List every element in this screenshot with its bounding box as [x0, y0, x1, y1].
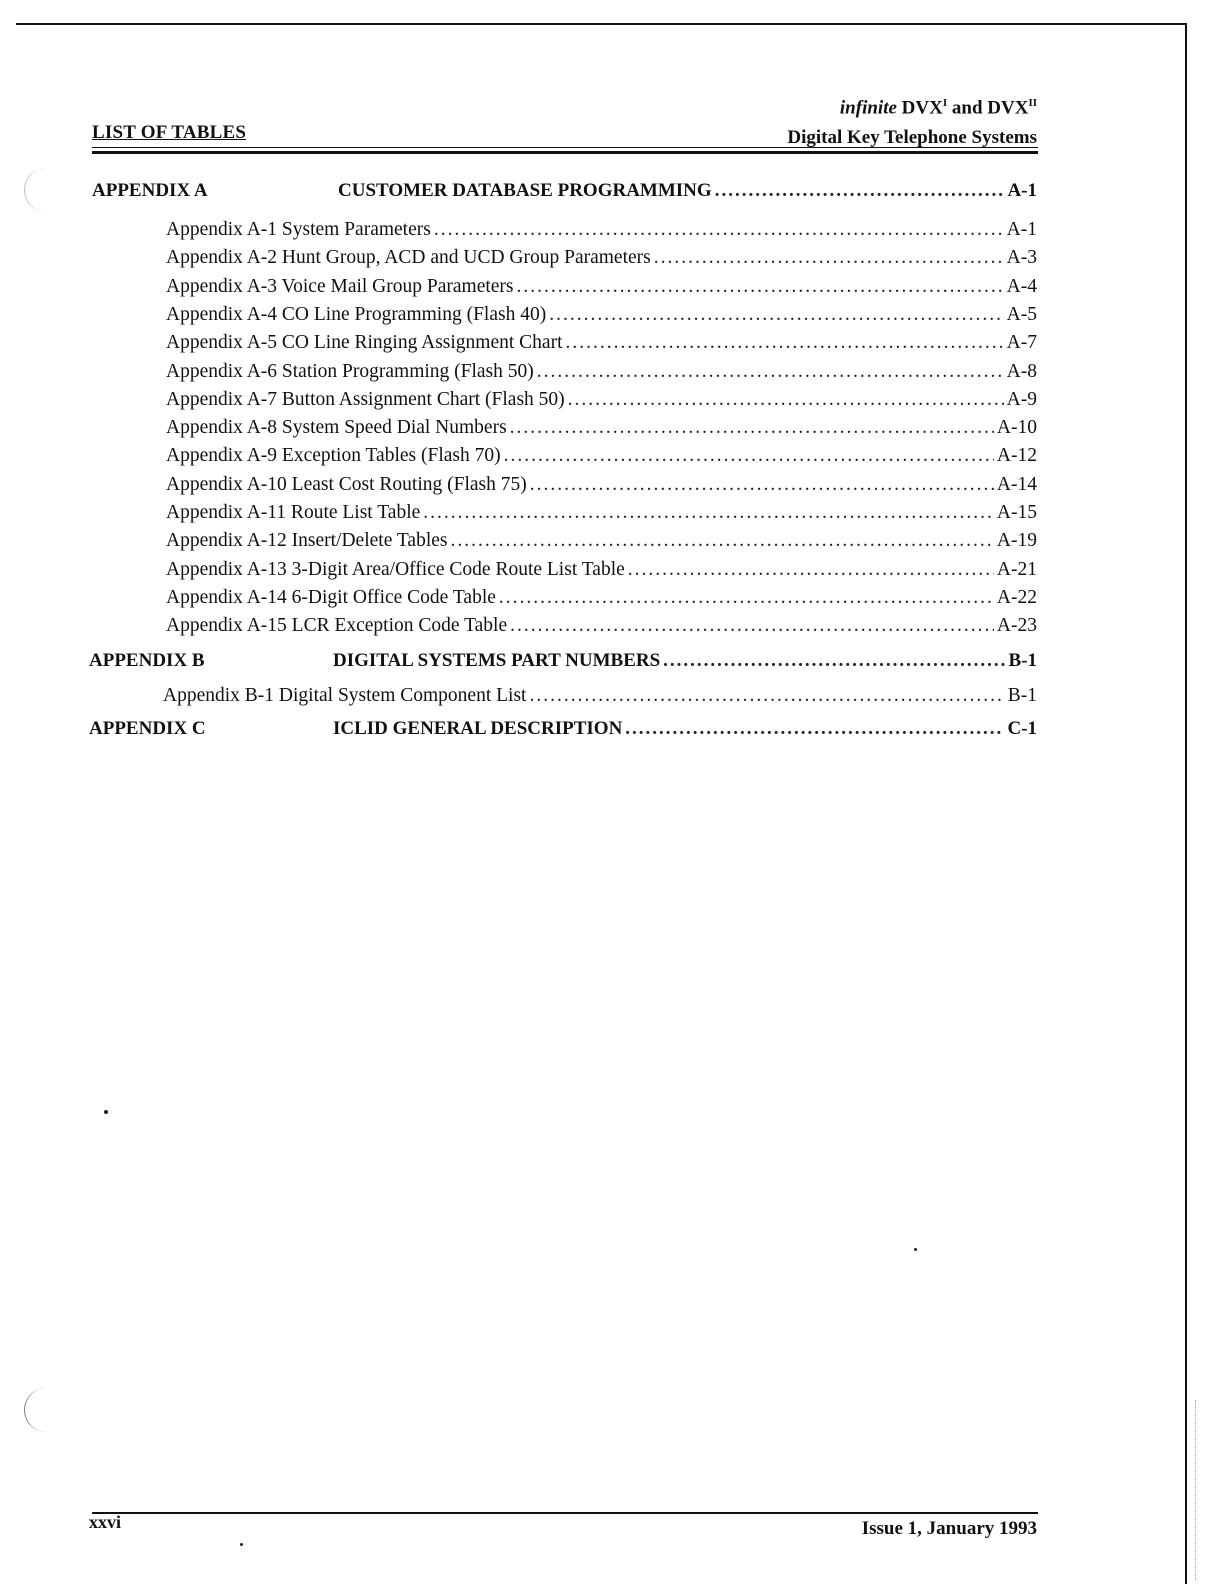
product-name: [787, 90, 1037, 121]
toc-entry[interactable]: [166, 304, 1037, 326]
toc-entry[interactable]: [166, 587, 1037, 609]
page-reference: A-10: [996, 417, 1037, 439]
dot-leader: [504, 445, 994, 467]
dot-leader: [537, 361, 1004, 383]
toc-entry[interactable]: [166, 361, 1037, 383]
dot-leader: [423, 502, 994, 524]
toc-entry-title: Appendix A-8 System Speed Dial Numbers: [166, 417, 507, 439]
page-reference: A-23: [996, 615, 1037, 637]
page-reference: A-7: [1006, 332, 1037, 354]
product-and-dvx: and DVX: [951, 97, 1029, 119]
toc-entry[interactable]: [166, 247, 1037, 269]
appendix-label: APPENDIX A: [92, 180, 208, 201]
appendix-title: DIGITAL SYSTEMS PART NUMBERS: [333, 650, 661, 671]
punch-hole-mark: [24, 1388, 47, 1432]
page-reference: A-8: [1006, 360, 1037, 382]
dot-leader: [654, 247, 1004, 269]
page-reference: A-9: [1006, 388, 1037, 410]
page-reference: A-4: [1006, 275, 1037, 297]
page-reference: A-1: [1006, 219, 1037, 240]
toc-entry[interactable]: [166, 276, 1037, 298]
toc-entry-title: Appendix A-2 Hunt Group, ACD and UCD Group Parameters: [166, 247, 651, 269]
dot-leader: [628, 559, 994, 581]
toc-entry[interactable]: [166, 389, 1037, 411]
dot-leader: [529, 685, 1004, 707]
toc-entry-title: Appendix A-10 Least Cost Routing (Flash 75): [166, 473, 527, 495]
page-reference: A-1: [1007, 180, 1037, 201]
page-reference: A-15: [996, 502, 1037, 523]
toc-entry[interactable]: [166, 530, 1037, 552]
product-subtitle: Digital Key Telephone Systems: [787, 127, 1037, 149]
header-rule-thin: [92, 147, 1038, 148]
header-rule-thick: [92, 151, 1038, 154]
dot-leader: [517, 276, 1004, 298]
scan-speck: [914, 1248, 917, 1251]
appendix-heading[interactable]: [333, 718, 1037, 740]
toc-entry-title: Appendix A-1 System Parameters: [166, 219, 431, 240]
scan-edge: [1195, 1400, 1196, 1580]
page-reference: C-1: [1007, 718, 1037, 739]
dot-leader: [451, 530, 994, 552]
toc-entry-title: Appendix A-7 Button Assignment Chart (Flash 50): [166, 388, 565, 410]
toc-entry[interactable]: [166, 559, 1037, 581]
dot-leader: [434, 219, 1004, 241]
toc-entry-title: Appendix A-3 Voice Mail Group Parameters: [166, 275, 514, 297]
page-reference: A-19: [996, 530, 1037, 552]
dot-leader: [549, 304, 1003, 326]
page-border-top: [16, 23, 1185, 25]
toc-entry-title: Appendix A-15 LCR Exception Code Table: [166, 615, 508, 637]
toc-entry-title: Appendix A-6 Station Programming (Flash 50): [166, 360, 534, 382]
scan-speck: [240, 1543, 243, 1546]
toc-entry[interactable]: [166, 502, 1037, 524]
page-number: xxvi: [89, 1512, 122, 1532]
toc-entry-title: Appendix A-14 6-Digit Office Code Table: [166, 586, 496, 608]
page-reference: A-22: [996, 586, 1037, 608]
page-reference: B-1: [1008, 650, 1037, 671]
dot-leader: [663, 650, 1005, 672]
page-reference: A-14: [996, 473, 1037, 495]
punch-hole-mark: [24, 168, 47, 212]
page-reference: A-21: [996, 558, 1037, 580]
dot-leader: [530, 474, 994, 496]
toc-entry-title: Appendix B-1 Digital System Component List: [163, 685, 527, 706]
page-reference: A-5: [1006, 303, 1037, 325]
appendix-title: ICLID GENERAL DESCRIPTION: [333, 718, 623, 739]
document-header: [787, 90, 1037, 151]
toc-entry[interactable]: [166, 474, 1037, 496]
dot-leader: [715, 180, 1005, 202]
toc-entry-title: Appendix A-4 CO Line Programming (Flash 40): [166, 303, 547, 325]
dot-leader: [510, 615, 994, 637]
page-reference: A-12: [996, 445, 1037, 467]
issue-date: Issue 1, January 1993: [861, 1518, 1037, 1539]
appendix-label: APPENDIX C: [89, 718, 206, 739]
footer-rule: [92, 1512, 1038, 1514]
toc-entry-title: Appendix A-5 CO Line Ringing Assignment Chart: [166, 332, 563, 354]
product-dvx1: DVX: [901, 97, 943, 119]
toc-entry[interactable]: [166, 445, 1037, 467]
dot-leader: [568, 389, 1004, 411]
toc-entry-title: Appendix A-12 Insert/Delete Tables: [166, 530, 448, 552]
page-border-right: [1185, 23, 1187, 1584]
page-reference: B-1: [1007, 685, 1037, 706]
toc-entry[interactable]: [166, 615, 1037, 637]
dot-leader: [510, 417, 994, 439]
toc-entry-title: Appendix A-9 Exception Tables (Flash 70): [166, 445, 501, 467]
toc-entry[interactable]: [166, 332, 1037, 354]
appendix-title: CUSTOMER DATABASE PROGRAMMING: [338, 180, 712, 201]
toc-entry[interactable]: [166, 417, 1037, 439]
appendix-label: APPENDIX B: [89, 650, 205, 671]
dot-leader: [565, 332, 1003, 354]
dot-leader: [625, 718, 1004, 740]
page-reference: A-3: [1006, 247, 1037, 269]
appendix-heading[interactable]: [338, 180, 1037, 202]
toc-entry-title: Appendix A-11 Route List Table: [166, 502, 421, 523]
dvx1-superscript: I: [942, 97, 948, 109]
dot-leader: [499, 587, 994, 609]
toc-entry[interactable]: [166, 219, 1037, 241]
appendix-heading[interactable]: [333, 650, 1037, 672]
scan-speck: [104, 1110, 108, 1114]
toc-entry-title: Appendix A-13 3-Digit Area/Office Code Route List Table: [166, 558, 625, 580]
toc-entry[interactable]: [163, 685, 1037, 707]
brand-name: infinite: [839, 97, 897, 119]
dvx2-superscript: II: [1028, 97, 1037, 109]
section-title: LIST OF TABLES: [92, 122, 247, 143]
